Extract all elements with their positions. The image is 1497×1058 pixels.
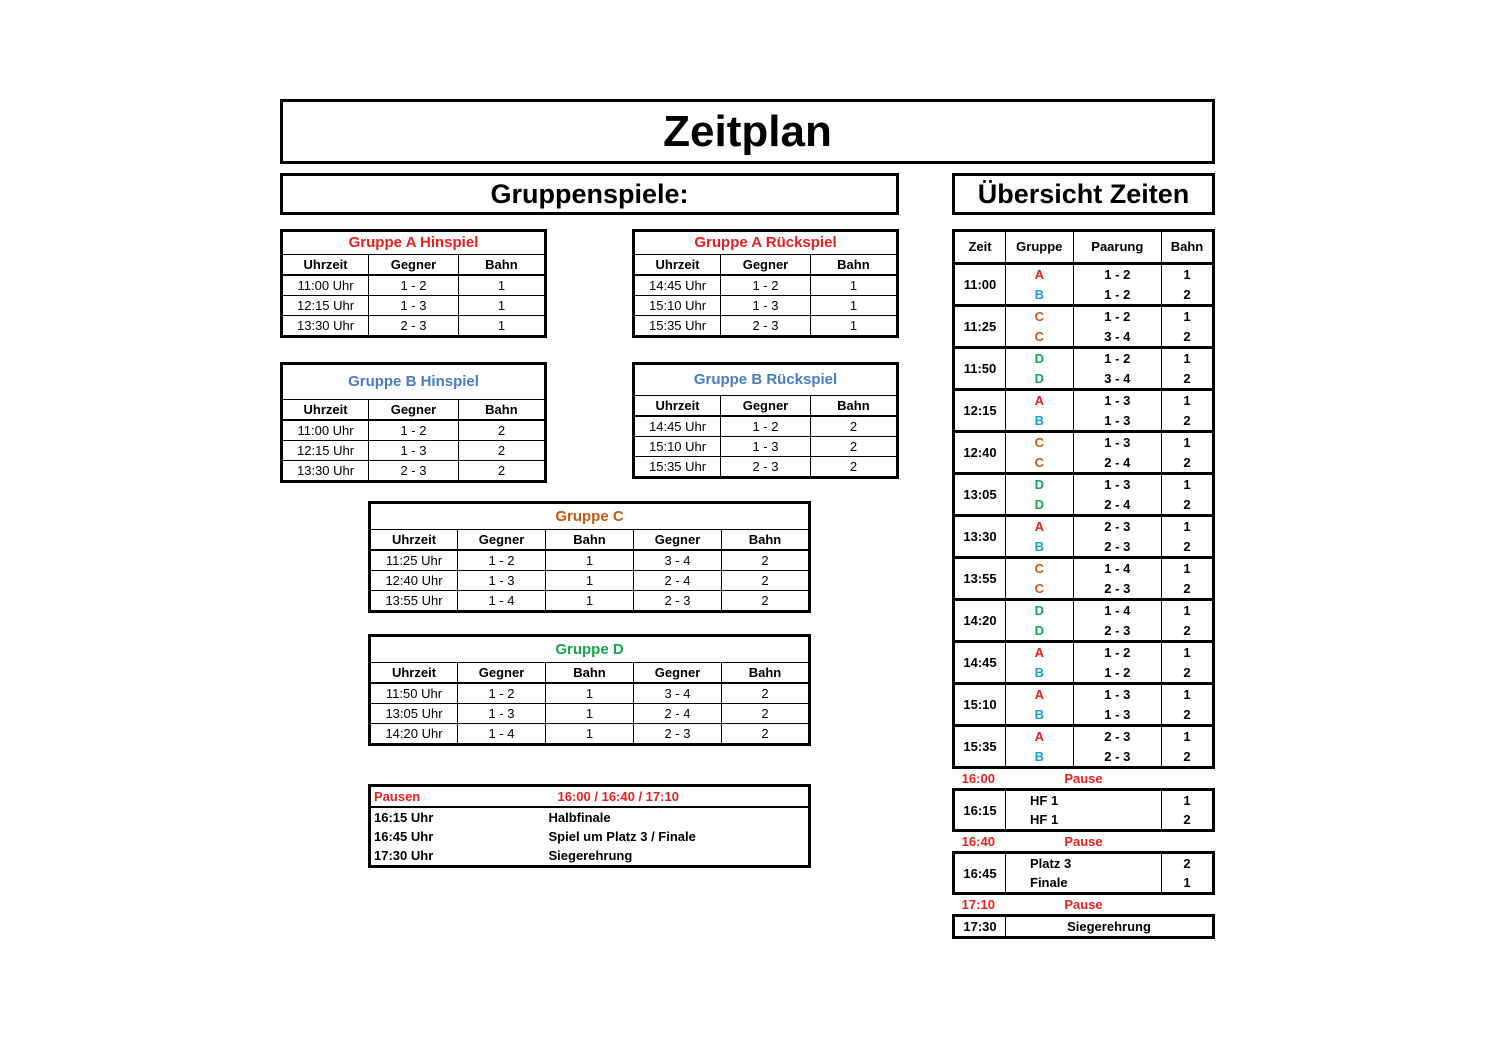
pairing: 1 - 4: [1073, 600, 1161, 621]
pause-1710: [952, 895, 1215, 914]
pairing: 1 - 2: [1073, 264, 1161, 285]
col-header: Uhrzeit: [634, 255, 721, 276]
lane: 2: [1161, 285, 1213, 306]
pairing: 1 - 3: [1073, 390, 1161, 411]
overview-row: [954, 516, 1214, 537]
cell: 15:35 Uhr: [634, 316, 721, 337]
cell: 2 - 3: [721, 457, 811, 478]
pairing: 1 - 2: [1073, 348, 1161, 369]
cell: 1 - 2: [369, 420, 459, 441]
cell: 1: [546, 724, 634, 745]
slot-time: 12:40: [954, 432, 1006, 474]
group-b-hinspiel-table: [280, 362, 547, 483]
overview-row: [954, 306, 1214, 327]
cell: 2: [458, 420, 545, 441]
lane: 2: [1161, 579, 1213, 600]
col-header: Bahn: [1161, 231, 1213, 264]
col-header: Gegner: [369, 255, 459, 276]
table-row: [634, 416, 898, 437]
col-header: Uhrzeit: [370, 530, 458, 551]
finale-block: [952, 851, 1215, 895]
group-title: Gruppe D: [370, 636, 810, 663]
group-b-rueckspiel-table: [632, 362, 899, 479]
siegerehrung-block: [952, 914, 1215, 939]
pairing: 1 - 3: [1073, 705, 1161, 726]
col-header: Bahn: [546, 663, 634, 684]
list-item: [370, 827, 810, 846]
table-row: [282, 296, 546, 316]
col-header: Bahn: [810, 396, 897, 417]
cell: 15:10 Uhr: [634, 296, 721, 316]
group-letter: C: [1006, 327, 1074, 348]
cell: 1 - 3: [458, 704, 546, 724]
lane: 1: [1161, 474, 1213, 495]
group-letter: A: [1006, 264, 1074, 285]
group-letter: A: [1006, 684, 1074, 705]
overview-row: [954, 726, 1214, 747]
cell: 14:45 Uhr: [634, 275, 721, 296]
slot-time: 17:30: [954, 916, 1006, 938]
group-letter: C: [1006, 579, 1074, 600]
cell: 2: [810, 416, 897, 437]
lane: 1: [1161, 726, 1213, 747]
cell: 1 - 2: [458, 683, 546, 704]
cell: 15:10 Uhr: [634, 437, 721, 457]
group-a-rueckspiel-table: [632, 229, 899, 338]
cell: 1: [458, 296, 545, 316]
cell: 1 - 2: [369, 275, 459, 296]
cell: 1 - 3: [721, 296, 811, 316]
lane: 2: [1162, 810, 1214, 831]
table-row: [634, 275, 898, 296]
pause-time: 16:40: [961, 834, 995, 849]
table-row: [634, 437, 898, 457]
pause-1600: [952, 769, 1215, 788]
pause-row: [952, 832, 1215, 851]
table-row: [370, 704, 810, 724]
cell: 1 - 3: [458, 571, 546, 591]
pausen-table: [368, 784, 811, 868]
item-label: Halbfinale: [548, 810, 611, 825]
slot-time: 13:55: [954, 558, 1006, 600]
pairing: 2 - 3: [1073, 537, 1161, 558]
lane: 1: [1161, 348, 1213, 369]
lane: 2: [1161, 621, 1213, 642]
uebersicht-heading: Übersicht Zeiten: [952, 173, 1215, 215]
overview-table: [952, 229, 1215, 769]
cell: 13:55 Uhr: [370, 591, 458, 612]
overview-row: [954, 684, 1214, 705]
pause-1640: [952, 832, 1215, 851]
cell: 2: [722, 724, 810, 745]
lane: 2: [1161, 369, 1213, 390]
lane: 2: [1162, 853, 1214, 874]
pause-empty: [1162, 769, 1215, 788]
cell: 11:00 Uhr: [282, 275, 369, 296]
cell: 2 - 3: [634, 724, 722, 745]
col-header: Bahn: [458, 400, 545, 421]
cell: 1: [546, 571, 634, 591]
cell: 14:20 Uhr: [370, 724, 458, 745]
lane: 1: [1161, 642, 1213, 663]
pairing: 2 - 3: [1073, 621, 1161, 642]
item-time: 17:30 Uhr: [374, 848, 434, 863]
pairing: 2 - 4: [1073, 453, 1161, 474]
lane: 1: [1161, 264, 1213, 285]
table-row: [282, 275, 546, 296]
pairing: 3 - 4: [1073, 327, 1161, 348]
group-letter: C: [1006, 558, 1074, 579]
slot-time: 16:15: [954, 790, 1006, 831]
col-header: Uhrzeit: [282, 255, 369, 276]
cell: 14:45 Uhr: [634, 416, 721, 437]
lane: 1: [1161, 516, 1213, 537]
group-letter: A: [1006, 390, 1074, 411]
group-letter: C: [1006, 432, 1074, 453]
col-header: Bahn: [810, 255, 897, 276]
cell: 2 - 4: [634, 571, 722, 591]
slot-time: 12:15: [954, 390, 1006, 432]
group-letter: A: [1006, 726, 1074, 747]
cell: 1: [458, 316, 545, 337]
group-title: Gruppe A Rückspiel: [634, 231, 898, 255]
cell: 1: [810, 296, 897, 316]
col-header: Gegner: [634, 663, 722, 684]
cell: 2 - 3: [369, 316, 459, 337]
cell: 1: [546, 591, 634, 612]
cell: 11:00 Uhr: [282, 420, 369, 441]
slot-time: 15:35: [954, 726, 1006, 768]
cell: 2: [810, 457, 897, 478]
table-row: [634, 316, 898, 337]
pairing: 1 - 4: [1073, 558, 1161, 579]
item-time: 16:45 Uhr: [374, 829, 434, 844]
group-letter: B: [1006, 537, 1074, 558]
cell: 2: [810, 437, 897, 457]
group-c-table: [368, 501, 811, 613]
cell: 2: [722, 683, 810, 704]
pausen-label: Pausen: [374, 789, 421, 804]
lane: 1: [1162, 873, 1214, 894]
pairing: 2 - 4: [1073, 495, 1161, 516]
pairing: 1 - 3: [1073, 411, 1161, 432]
overview-row: [954, 348, 1214, 369]
pause-row: [952, 895, 1215, 914]
pairing: 2 - 3: [1073, 747, 1161, 768]
overview-header-row: [954, 231, 1214, 264]
lane: 1: [1161, 600, 1213, 621]
group-letter: D: [1006, 495, 1074, 516]
pausen-times: 16:00 / 16:40 / 17:10: [557, 789, 679, 804]
list-item: [370, 807, 810, 827]
match-label: Platz 3: [1006, 853, 1162, 874]
lane: 2: [1161, 495, 1213, 516]
pause-label: Pause: [1064, 771, 1103, 786]
pause-row: [952, 769, 1215, 788]
cell: 1: [546, 683, 634, 704]
group-letter: B: [1006, 285, 1074, 306]
overview-row: [954, 390, 1214, 411]
cell: 11:50 Uhr: [370, 683, 458, 704]
cell: 13:30 Uhr: [282, 461, 369, 482]
group-d-table: [368, 634, 811, 746]
lane: 2: [1161, 537, 1213, 558]
cell: 2 - 3: [721, 316, 811, 337]
cell: 2: [722, 571, 810, 591]
col-header: Bahn: [722, 663, 810, 684]
pairing: 2 - 3: [1073, 516, 1161, 537]
lane: 2: [1161, 705, 1213, 726]
cell: 12:15 Uhr: [282, 296, 369, 316]
cell: 1: [546, 704, 634, 724]
slot-time: 11:00: [954, 264, 1006, 306]
lane: 2: [1161, 747, 1213, 768]
cell: 2: [722, 550, 810, 571]
overview-row: [954, 432, 1214, 453]
cell: 1: [810, 316, 897, 337]
cell: 2 - 3: [634, 591, 722, 612]
cell: 2: [458, 461, 545, 482]
halbfinale-block: [952, 788, 1215, 832]
pairing: 2 - 3: [1073, 726, 1161, 747]
group-a-hinspiel-table: [280, 229, 547, 338]
table-row: [370, 571, 810, 591]
col-header: Uhrzeit: [634, 396, 721, 417]
cell: 12:15 Uhr: [282, 441, 369, 461]
lane: 2: [1161, 327, 1213, 348]
pairing: 2 - 3: [1073, 579, 1161, 600]
group-title: Gruppe B Hinspiel: [282, 364, 546, 400]
match-label: HF 1: [1006, 810, 1162, 831]
table-row: [370, 591, 810, 612]
overview-panel: [952, 229, 1215, 939]
gruppenspiele-heading: Gruppenspiele:: [280, 173, 899, 215]
pairing: 1 - 2: [1073, 642, 1161, 663]
table-row: [282, 461, 546, 482]
slot-time: 13:05: [954, 474, 1006, 516]
pairing: 1 - 3: [1073, 432, 1161, 453]
slot-time: 15:10: [954, 684, 1006, 726]
col-header: Gegner: [634, 530, 722, 551]
cell: 1 - 2: [721, 275, 811, 296]
col-header: Uhrzeit: [282, 400, 369, 421]
item-time: 16:15 Uhr: [374, 810, 434, 825]
col-header: Gegner: [369, 400, 459, 421]
lane: 1: [1161, 432, 1213, 453]
slot-time: 11:50: [954, 348, 1006, 390]
item-label: Spiel um Platz 3 / Finale: [548, 829, 696, 844]
group-letter: C: [1006, 306, 1074, 327]
cell: 1 - 4: [458, 591, 546, 612]
slot-time: 11:25: [954, 306, 1006, 348]
group-letter: D: [1006, 474, 1074, 495]
lane: 1: [1161, 684, 1213, 705]
cell: 2: [722, 704, 810, 724]
table-row: [370, 724, 810, 745]
page-title: Zeitplan: [280, 99, 1215, 164]
match-label: HF 1: [1006, 790, 1162, 811]
col-header: Gegner: [721, 255, 811, 276]
col-header: Zeit: [954, 231, 1006, 264]
group-letter: D: [1006, 369, 1074, 390]
col-header: Paarung: [1073, 231, 1161, 264]
table-row: [634, 457, 898, 478]
overview-row: [954, 916, 1214, 938]
cell: 13:30 Uhr: [282, 316, 369, 337]
lane: 1: [1161, 390, 1213, 411]
group-letter: D: [1006, 348, 1074, 369]
table-row: [370, 683, 810, 704]
overview-row: [954, 600, 1214, 621]
group-letter: A: [1006, 642, 1074, 663]
col-header: Bahn: [546, 530, 634, 551]
pause-time: 17:10: [961, 897, 995, 912]
group-letter: B: [1006, 411, 1074, 432]
pairing: 3 - 4: [1073, 369, 1161, 390]
item-label: Siegerehrung: [548, 848, 633, 863]
match-label: Finale: [1006, 873, 1162, 894]
lane: 2: [1161, 453, 1213, 474]
overview-row: [954, 474, 1214, 495]
cell: 2 - 3: [369, 461, 459, 482]
cell: 12:40 Uhr: [370, 571, 458, 591]
cell: 2: [722, 591, 810, 612]
group-title: Gruppe C: [370, 503, 810, 530]
pause-empty: [1162, 832, 1215, 851]
pause-label: Pause: [1064, 834, 1103, 849]
pairing: 1 - 2: [1073, 285, 1161, 306]
cell: 1 - 3: [369, 296, 459, 316]
overview-row: [954, 642, 1214, 663]
pause-time: 16:00: [961, 771, 995, 786]
pause-label: Pause: [1064, 897, 1103, 912]
pause-empty: [1162, 895, 1215, 914]
lane: 1: [1162, 790, 1214, 811]
table-row: [282, 316, 546, 337]
group-letter: A: [1006, 516, 1074, 537]
cell: 2: [458, 441, 545, 461]
cell: 1: [810, 275, 897, 296]
cell: 1 - 3: [721, 437, 811, 457]
cell: 11:25 Uhr: [370, 550, 458, 571]
cell: 1: [546, 550, 634, 571]
table-row: [282, 420, 546, 441]
slot-time: 13:30: [954, 516, 1006, 558]
cell: 13:05 Uhr: [370, 704, 458, 724]
col-header: Gegner: [721, 396, 811, 417]
pairing: 1 - 3: [1073, 684, 1161, 705]
group-letter: C: [1006, 453, 1074, 474]
group-letter: B: [1006, 705, 1074, 726]
lane: 1: [1161, 306, 1213, 327]
group-letter: B: [1006, 663, 1074, 684]
cell: 15:35 Uhr: [634, 457, 721, 478]
cell: 3 - 4: [634, 683, 722, 704]
pairing: 1 - 2: [1073, 663, 1161, 684]
lane: 1: [1161, 558, 1213, 579]
pausen-row: [370, 786, 810, 808]
group-title: Gruppe B Rückspiel: [634, 364, 898, 396]
list-item: [370, 846, 810, 867]
overview-row: [954, 558, 1214, 579]
cell: 1 - 4: [458, 724, 546, 745]
group-letter: D: [1006, 600, 1074, 621]
slot-time: 16:45: [954, 853, 1006, 894]
siegerehrung-label: Siegerehrung: [1006, 916, 1214, 938]
table-row: [282, 441, 546, 461]
col-header: Gegner: [458, 530, 546, 551]
col-header: Gruppe: [1006, 231, 1074, 264]
cell: 1 - 2: [721, 416, 811, 437]
lane: 2: [1161, 663, 1213, 684]
cell: 1 - 2: [458, 550, 546, 571]
cell: 1 - 3: [369, 441, 459, 461]
col-header: Bahn: [458, 255, 545, 276]
overview-row: [954, 264, 1214, 285]
pairing: 1 - 3: [1073, 474, 1161, 495]
slot-time: 14:20: [954, 600, 1006, 642]
overview-row: [954, 853, 1214, 874]
cell: 3 - 4: [634, 550, 722, 571]
pairing: 1 - 2: [1073, 306, 1161, 327]
table-row: [634, 296, 898, 316]
col-header: Uhrzeit: [370, 663, 458, 684]
col-header: Bahn: [722, 530, 810, 551]
cell: 1: [458, 275, 545, 296]
table-row: [370, 550, 810, 571]
overview-row: [954, 790, 1214, 811]
group-title: Gruppe A Hinspiel: [282, 231, 546, 255]
lane: 2: [1161, 411, 1213, 432]
cell: 2 - 4: [634, 704, 722, 724]
col-header: Gegner: [458, 663, 546, 684]
group-letter: B: [1006, 747, 1074, 768]
group-letter: D: [1006, 621, 1074, 642]
slot-time: 14:45: [954, 642, 1006, 684]
